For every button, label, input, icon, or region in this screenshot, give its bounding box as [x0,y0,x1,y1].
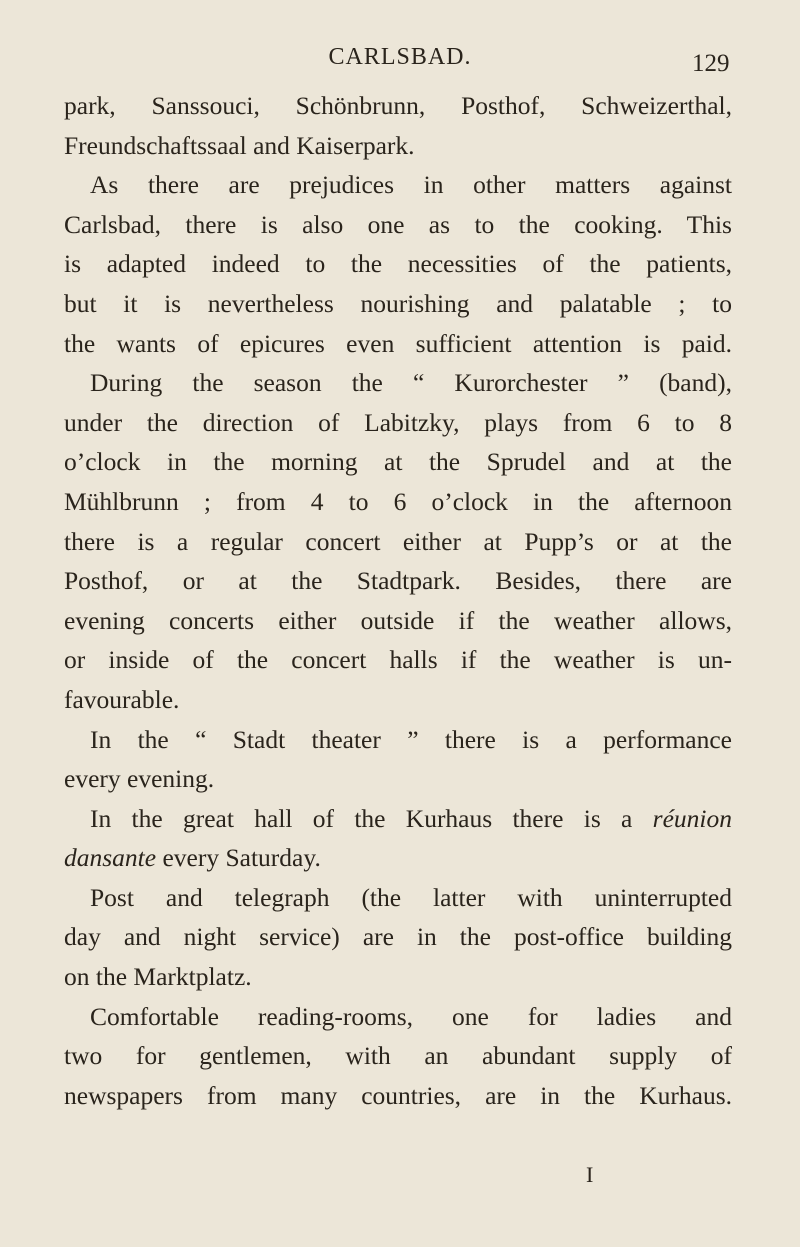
text-line: two for gentlemen, with an abundant supply of [64,1041,732,1071]
text-line: In the great hall of the Kurhaus there is a réunion [90,803,732,833]
text-line: In the “ Stadt theater ” there is a performance [90,724,732,754]
text-line: Comfortable reading-rooms, one for ladies and [90,1001,732,1031]
text-line: Post and telegraph (the latter with uninterrupted [90,882,732,912]
text-line: on the Marktplatz. [64,962,252,992]
text-line: As there are prejudices in other matters against [90,170,732,200]
text-line: every evening. [64,764,215,794]
text-line: under the direction of Labitzky, plays from 6 to 8 [64,407,732,437]
running-head: CARLSBAD. [328,44,472,70]
text-line: there is a regular concert either at Pupp’s or at the [64,526,732,556]
text-line: newspapers from many countries, are in the Kurhaus. [64,1080,732,1110]
text-line: day and night service) are in the post-office building [64,922,732,952]
body-text [64,86,732,1115]
text-line: Posthof, or at the Stadtpark. Besides, there are [64,566,732,596]
text-line: is adapted indeed to the necessities of the patients, [64,249,732,279]
text-line: park, Sanssouci, Schönbrunn, Posthof, Schweizerthal, [64,91,732,120]
text-line: or inside of the concert halls if the weather is un- [64,645,732,675]
text-line: o’clock in the morning at the Sprudel and at the [64,447,732,477]
text-line: Mühlbrunn ; from 4 to 6 o’clock in the afternoon [64,486,732,516]
text-line: Freundschaftssaal and Kaiserpark. [64,130,415,160]
page-number: 129 [692,50,730,77]
text-line: but it is nevertheless nourishing and palatable ; to [64,288,732,318]
text-line: dansante every Saturday. [64,843,321,873]
text-line: During the season the “ Kurorchester ” (band), [90,368,732,398]
text-line: the wants of epicures even sufficient attention is paid. [64,328,732,358]
text-line: evening concerts either outside if the weather allows, [64,605,732,635]
signature-mark: I [586,1162,594,1187]
text-line: favourable. [64,684,180,714]
text-line: Carlsbad, there is also one as to the cooking. This [64,209,732,239]
